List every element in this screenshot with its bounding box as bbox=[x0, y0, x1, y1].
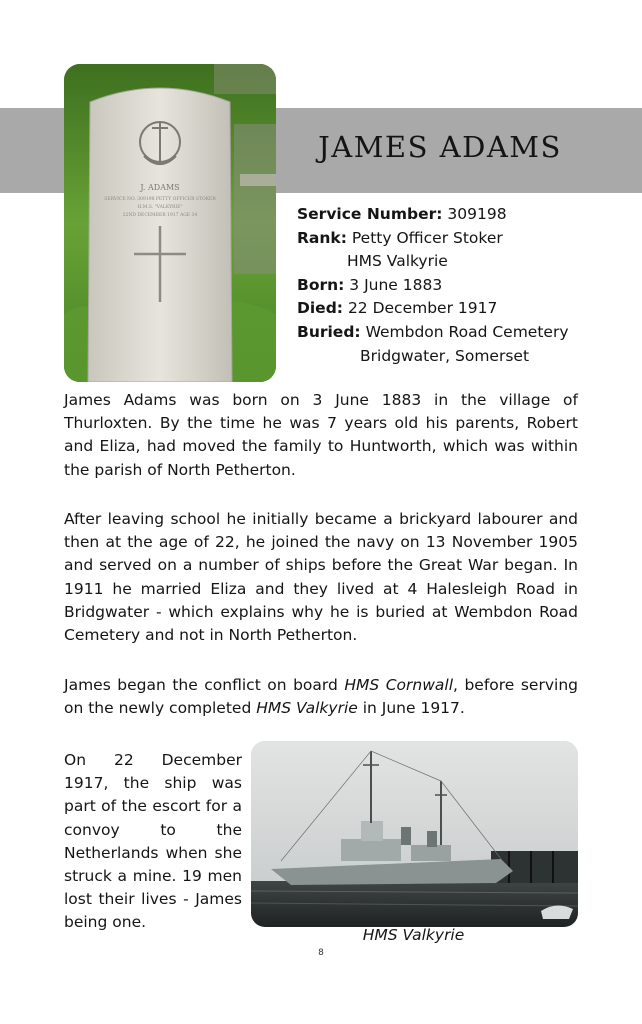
fact-rank bbox=[297, 227, 627, 251]
gravestone-photo bbox=[64, 64, 276, 382]
ship-name-cornwall: HMS Cornwall bbox=[344, 676, 454, 694]
ship-name-valkyrie: HMS Valkyrie bbox=[256, 699, 358, 718]
fact-value: 309198 bbox=[447, 205, 507, 223]
fact-value: 3 June 1883 bbox=[349, 275, 443, 294]
fact-value: Petty Officer Stoker bbox=[351, 228, 503, 247]
paragraph-career: After leaving school he initially became a brickyard labourer and then at the age of 22, he joined the navy on 13 November 1905 and served on a number of ships before the Great War began. In 1911 he married Eliza and they lived at 4 Halesleigh Road in Bridgwater - which explains why he is buried at Wembdon Road Cemetery and not in North Petherton. bbox=[64, 510, 578, 645]
page-title: JAMES ADAMS bbox=[318, 130, 562, 164]
fact-rank-line2 bbox=[297, 250, 627, 274]
engraving-date: 22ND DECEMBER 1917 AGE 34 bbox=[122, 213, 198, 218]
fact-died bbox=[297, 297, 627, 321]
text-span: , before serving on the newly completed bbox=[64, 676, 578, 718]
gravestone-illustration bbox=[64, 64, 276, 382]
fact-label: Rank: bbox=[297, 228, 347, 247]
engraving-name: J. ADAMS bbox=[140, 183, 180, 192]
engraving-ship: H.M.S. "VALKYRIE" bbox=[137, 205, 183, 210]
service-facts bbox=[297, 203, 627, 368]
fact-value: 22 December 1917 bbox=[347, 299, 498, 318]
paragraph-death: On 22 December 1917, the ship was part of the escort for a convoy to the Netherlands when she struck a mine. 19 men lost their lives - James being one. bbox=[64, 751, 242, 932]
fact-label: Buried: bbox=[297, 322, 361, 341]
text-span: James began the conflict on board bbox=[64, 676, 345, 694]
text-span: in June 1917. bbox=[357, 699, 465, 718]
fact-born bbox=[297, 274, 627, 298]
engraving-service: SERVICE NO. 309198 PETTY OFFICER STOKER bbox=[104, 197, 216, 202]
fact-buried bbox=[297, 321, 627, 345]
fact-value: HMS Valkyrie bbox=[347, 252, 448, 271]
fact-label: Died: bbox=[297, 299, 343, 318]
ship-photo-caption: HMS Valkyrie bbox=[362, 926, 465, 944]
fact-value: Bridgwater, Somerset bbox=[360, 346, 530, 365]
page-number: 8 bbox=[318, 948, 324, 958]
paragraph-birth: James Adams was born on 3 June 1883 in the village of Thurloxten. By the time he was 7 years old his parents, Robert and Eliza, had moved the family to Huntworth, which was within the parish of North Petherton. bbox=[64, 391, 578, 479]
paragraph-ships bbox=[64, 674, 578, 720]
fact-label: Born: bbox=[297, 275, 345, 294]
fact-service-number bbox=[297, 203, 627, 227]
ship-photo bbox=[251, 741, 578, 927]
fact-value: Wembdon Road Cemetery bbox=[365, 322, 569, 341]
fact-buried-line2 bbox=[297, 345, 627, 369]
ship-illustration bbox=[251, 741, 578, 927]
fact-label: Service Number: bbox=[297, 205, 443, 223]
